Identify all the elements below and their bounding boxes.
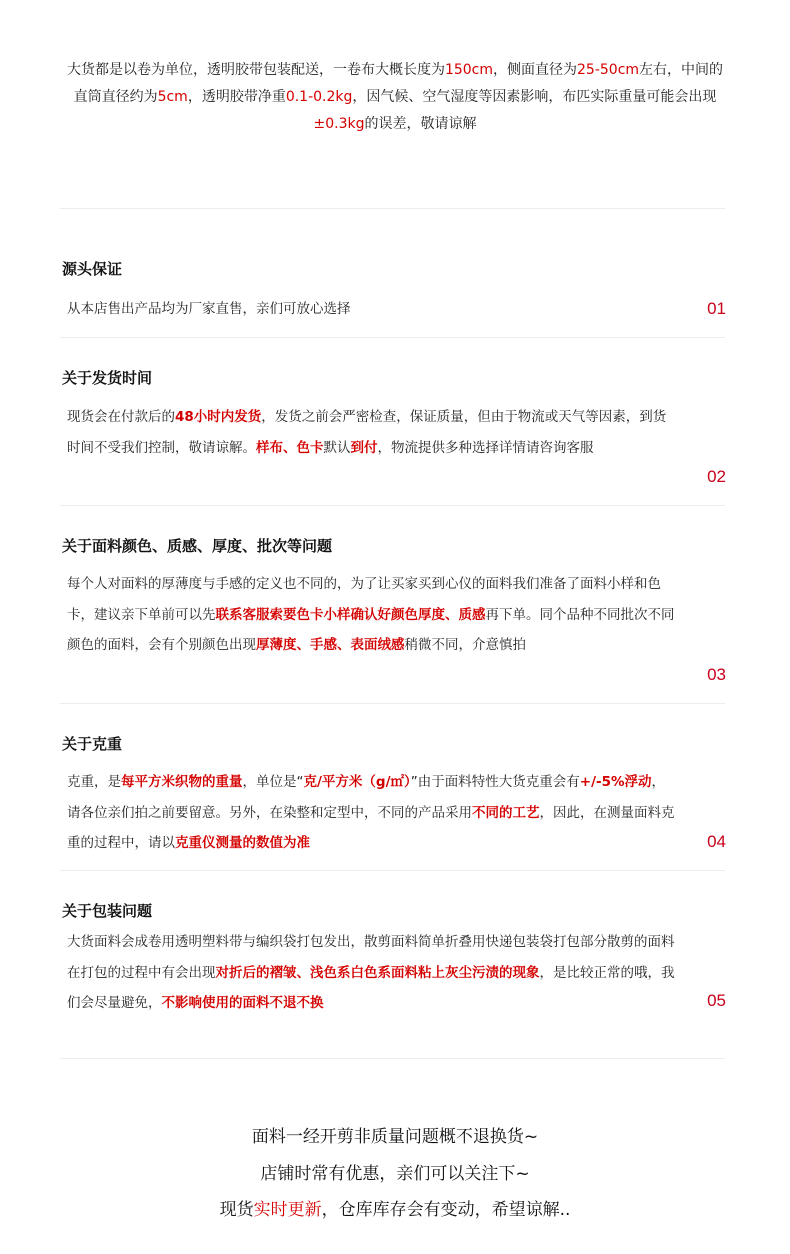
body-text: 稍微不同，介意慎拍 bbox=[404, 637, 526, 653]
stock-text: ，仓库库存会有变动，希望谅解.. bbox=[321, 1200, 571, 1220]
highlight-text: 48小时内发货 bbox=[175, 409, 262, 425]
section-number: 04 bbox=[707, 832, 726, 851]
intro-text: ，因气候、空气湿度等因素影响，布匹实际重量可能会出现 bbox=[352, 89, 717, 105]
section-title-gram-weight: 关于克重 bbox=[62, 735, 123, 753]
roll-length: 150cm bbox=[444, 62, 494, 78]
body-text: 再下单。同个品种不同批次不同颜色的面料，会有个别颜色出现 bbox=[67, 606, 675, 653]
section-body-shipping-time bbox=[67, 402, 677, 463]
section-divider bbox=[60, 1058, 725, 1059]
highlight-text: 不影响使用的面料不退不换 bbox=[161, 995, 324, 1011]
intro-text: 大货都是以卷为单位，透明胶带包装配送，一卷布大概长度为 bbox=[66, 62, 445, 78]
highlight-text: 不同的工艺 bbox=[472, 804, 540, 821]
no-return-note: 面料一经开剪非质量问题概不退换货~ bbox=[251, 1127, 539, 1147]
section-title-shipping-time: 关于发货时间 bbox=[62, 369, 153, 387]
body-text: 克重，是 bbox=[67, 774, 121, 790]
section-body-fabric-issues bbox=[67, 569, 677, 661]
stock-text: 现货 bbox=[219, 1200, 254, 1220]
section-number: 02 bbox=[707, 467, 726, 486]
highlight-text: 克重仪测量的数值为准 bbox=[175, 835, 310, 851]
body-text: 默认 bbox=[323, 439, 351, 456]
roll-diameter: 25-50cm bbox=[577, 62, 640, 78]
section-body-source-guarantee bbox=[67, 294, 677, 325]
section-divider bbox=[60, 870, 725, 871]
section-divider bbox=[60, 337, 725, 338]
highlight-text: 克/平方米（g/㎡） bbox=[303, 774, 411, 790]
intro-text: ，透明胶带净重 bbox=[187, 89, 286, 105]
body-text: 每个人对面料的厚薄度与手感的定义也不同的，为了让买家买到心仪的面料我们准备了面料小样和色卡，建议亲下单前可以先 bbox=[67, 576, 661, 623]
highlight-text: 联系客服索要色卡小样确认好颜色厚度、质感 bbox=[215, 606, 486, 623]
highlight-text: 厚薄度、手感、表面绒感 bbox=[256, 637, 405, 653]
body-text: ，因此，在测量面料克重的过程中，请以 bbox=[67, 804, 675, 851]
body-text: ，单位是“ bbox=[242, 774, 304, 790]
discount-note: 店铺时常有优惠，亲们可以关注下~ bbox=[260, 1163, 530, 1184]
section-divider bbox=[60, 505, 725, 506]
body-text: 从本店售出产品均为厂家直售，亲们可放心选择 bbox=[67, 301, 351, 317]
body-text: ”由于面料特性大货克重会有 bbox=[410, 774, 580, 790]
divider bbox=[60, 208, 725, 209]
closing-notes bbox=[0, 1119, 790, 1229]
body-text: ，是比较正常的哦，我们会尽量避免， bbox=[67, 964, 675, 1011]
body-text: 大货面料会成卷用透明塑料带与编织袋打包发出，散剪面料简单折叠用快递包装袋打包部分散剪的面料在打包的过程中有会出现 bbox=[67, 934, 675, 981]
stock-note bbox=[0, 1192, 790, 1229]
tape-weight: 0.1-0.2kg bbox=[285, 89, 353, 105]
section-title-packaging: 关于包装问题 bbox=[62, 902, 153, 920]
body-text: 现货会在付款后的 bbox=[67, 409, 175, 425]
body-text: ，请各位亲们拍之前要留意。另外，在染整和定型中，不同的产品采用 bbox=[67, 774, 666, 821]
stock-highlight: 实时更新 bbox=[253, 1200, 322, 1220]
intro-paragraph bbox=[60, 57, 730, 138]
highlight-text: +/-5%浮动 bbox=[579, 774, 652, 790]
weight-error: ±0.3kg bbox=[313, 116, 365, 132]
section-number: 05 bbox=[707, 991, 726, 1010]
highlight-text: 每平方米织物的重量 bbox=[121, 774, 243, 790]
section-number: 01 bbox=[707, 299, 726, 318]
section-body-gram-weight bbox=[67, 767, 677, 859]
section-number: 03 bbox=[707, 665, 726, 684]
highlight-text: 对折后的褶皱、浅色系白色系面料粘上灰尘污渍的现象 bbox=[215, 964, 540, 981]
intro-text: ，侧面直径为 bbox=[493, 62, 578, 78]
highlight-text: 到付 bbox=[350, 439, 378, 456]
intro-text: 左右，中间的直筒直径约为 bbox=[73, 62, 724, 105]
section-title-source-guarantee: 源头保证 bbox=[62, 260, 123, 278]
core-diameter: 5cm bbox=[157, 89, 188, 105]
section-title-fabric-issues: 关于面料颜色、质感、厚度、批次等问题 bbox=[62, 537, 333, 555]
section-body-packaging bbox=[67, 927, 677, 1019]
intro-text: 的误差，敬请谅解 bbox=[364, 116, 477, 132]
section-divider bbox=[60, 703, 725, 704]
body-text: ，物流提供多种选择详情请咨询客服 bbox=[377, 439, 594, 456]
highlight-text: 样布、色卡 bbox=[256, 439, 324, 456]
body-text: ，发货之前会严密检查，保证质量，但由于物流或天气等因素，到货时间不受我们控制，敬请谅解。 bbox=[67, 409, 667, 456]
